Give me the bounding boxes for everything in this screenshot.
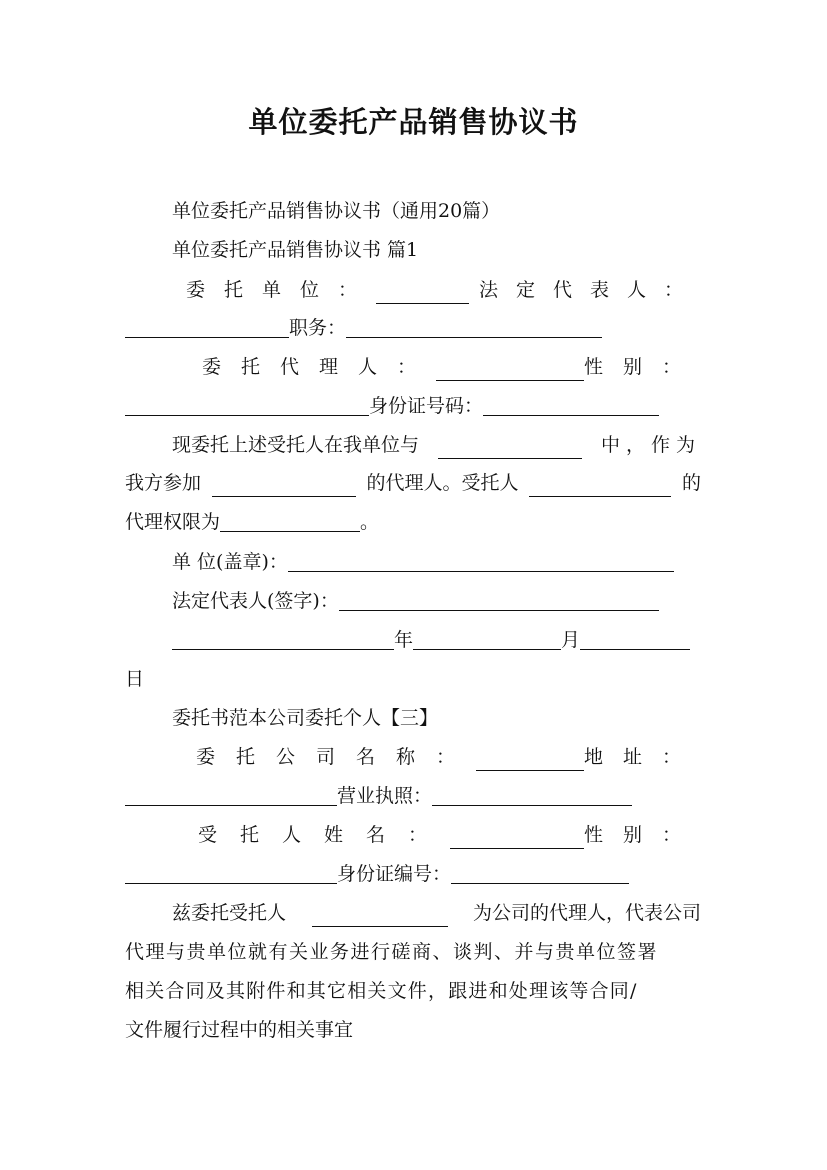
legal-sign-label: 法定代表人(签字)： (172, 590, 339, 612)
body2-text-a: 兹委托受托人 (172, 902, 287, 924)
body1-blank-1[interactable] (438, 436, 582, 459)
body1-text-e: 的 (681, 472, 701, 494)
date-row (172, 626, 690, 654)
section-heading-1: 单位委托产品销售协议书 篇1 (172, 239, 419, 261)
position-label: 职务： (289, 317, 347, 339)
body2-line4: 文件履行过程中的相关事宜 (125, 1019, 354, 1041)
body1-text-a: 现委托上述受托人在我单位与 (172, 434, 420, 456)
gender-label: 性别： (583, 356, 701, 378)
agent-blank[interactable] (436, 358, 584, 381)
id-number-row (125, 392, 659, 420)
trustee-name-label: 受托人姓名： (198, 824, 451, 846)
date-month-blank[interactable] (413, 627, 561, 650)
principal-unit-blank[interactable] (376, 281, 469, 304)
company-name-row (196, 743, 701, 771)
date-day-blank[interactable] (580, 627, 690, 650)
company-name-label: 委托公司名称： (196, 746, 477, 768)
license-label: 营业执照： (337, 785, 433, 807)
trustee-name-row (198, 821, 701, 849)
body1-text-d: 的代理人。受托人 (366, 472, 519, 494)
legal-rep-label: 法定代表人： (478, 279, 701, 301)
legal-sign-row (172, 587, 659, 615)
trustee-name-blank[interactable] (450, 826, 584, 849)
date-year-label: 年 (394, 629, 414, 651)
address-label: 地址： (583, 746, 701, 768)
body1-text-c: 我方参加 (125, 472, 202, 494)
gender-blank[interactable] (125, 393, 369, 416)
legal-sign-blank[interactable] (339, 588, 659, 611)
body2-text-b: 为公司的代理人，代表公司 (472, 902, 701, 924)
body1-text-f: 代理权限为 (125, 511, 221, 533)
legal-rep-blank[interactable] (125, 315, 289, 338)
id-number-blank[interactable] (483, 393, 659, 416)
id-code-label: 身份证编号： (337, 863, 452, 885)
position-blank[interactable] (346, 315, 602, 338)
date-year-blank[interactable] (172, 627, 394, 650)
unit-seal-blank[interactable] (288, 549, 674, 572)
position-row (125, 314, 602, 342)
address-blank[interactable] (125, 783, 337, 806)
body2-line2: 代理与贵单位就有关业务进行磋商、谈判、并与贵单位签署 (125, 941, 659, 963)
date-month-label: 月 (561, 629, 581, 651)
body1-blank-4[interactable] (220, 509, 360, 532)
company-name-blank[interactable] (476, 748, 584, 771)
principal-unit-row (186, 276, 701, 304)
section-heading-2: 委托书范本公司委托个人【三】 (172, 707, 439, 729)
agent-label: 委托代理人： (202, 356, 437, 378)
body1-blank-2[interactable] (212, 474, 356, 497)
document-subtitle: 单位委托产品销售协议书（通用20篇） (172, 200, 501, 222)
unit-seal-label: 单 位(盖章)： (172, 551, 288, 573)
body1-text-b: 中，作为 (600, 434, 701, 456)
principal-unit-label: 委托单位： (186, 279, 377, 301)
unit-seal-row (172, 548, 674, 576)
body1-blank-3[interactable] (529, 474, 671, 497)
id-code-blank[interactable] (451, 861, 629, 884)
body1-line1 (172, 431, 701, 459)
trustee-gender-blank[interactable] (125, 861, 337, 884)
body1-line3 (125, 508, 379, 536)
id-number-label: 身份证号码： (369, 395, 484, 417)
body2-line1 (172, 899, 701, 927)
body1-line2 (125, 469, 701, 497)
body2-blank-1[interactable] (312, 904, 448, 927)
license-blank[interactable] (432, 783, 632, 806)
date-day-label: 日 (125, 668, 145, 690)
license-row (125, 782, 632, 810)
document-title: 单位委托产品销售协议书 (248, 105, 579, 139)
agent-row (202, 353, 701, 381)
body2-line3: 相关合同及其附件和其它相关文件，跟进和处理该等合同/ (125, 980, 638, 1002)
trustee-gender-label: 性别： (583, 824, 701, 846)
id-code-row (125, 860, 629, 888)
body1-text-g: 。 (360, 511, 380, 533)
